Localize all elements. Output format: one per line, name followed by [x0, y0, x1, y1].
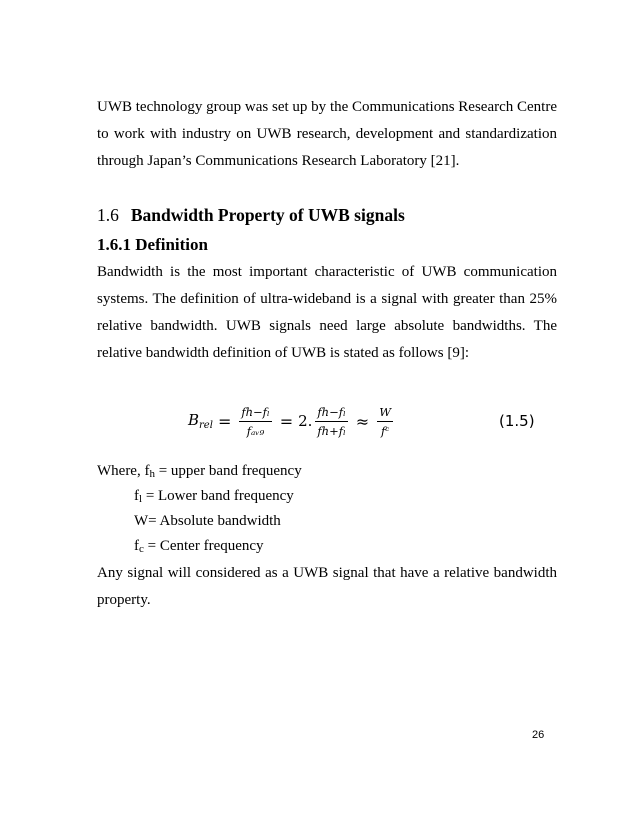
equation-lhs-subscript: rel [199, 420, 213, 431]
definition-fh [97, 460, 302, 485]
equation-number: (1.5) [499, 412, 535, 430]
conclusion-paragraph: Any signal will considered as a UWB signal that have a relative bandwidth property. [97, 565, 557, 608]
intro-paragraph: UWB technology group was set up by the Communications Research Centre to work with industry on UWB research, development and standardization through Japan’s Communications Research Laboratory [21]. [97, 99, 557, 169]
definition-fh-subscript: h [149, 468, 155, 480]
equation-factor: 2. [298, 412, 313, 430]
relative-bandwidth-equation [188, 396, 396, 446]
fraction-1-denominator: fₐᵥ₉ [246, 423, 265, 438]
definition-fl-subscript: l [139, 493, 143, 505]
equation-equals: = [217, 411, 232, 431]
fraction-1-numerator: fℎ−fₗ [239, 405, 271, 422]
equation-lhs [188, 411, 213, 431]
equation-lhs-symbol: B [188, 411, 200, 429]
definition-fl-symbol: f [134, 488, 139, 504]
fraction-2-numerator: fℎ−fₗ [315, 405, 347, 422]
equation-fraction-1 [239, 405, 271, 438]
section-number: 1.6 [97, 205, 119, 225]
definition-fc-text: = Center frequency [143, 538, 264, 554]
page-number: 26 [532, 729, 545, 741]
fraction-3-denominator: fᶜ [380, 423, 390, 438]
definition-where-prefix: Where, f [97, 463, 150, 479]
subsection-heading: 1.6.1 Definition [97, 235, 208, 254]
definition-fl-text: = Lower band frequency [142, 488, 294, 504]
definition-fc-subscript: c [139, 543, 144, 555]
fraction-3-numerator: W [377, 405, 393, 422]
fraction-2-denominator: fℎ+fₗ [317, 423, 346, 438]
equation-fraction-2 [315, 405, 347, 438]
equation-equals-2: = [279, 411, 294, 431]
section-title: Bandwidth Property of UWB signals [130, 205, 405, 225]
definition-fc-symbol: f [134, 538, 139, 554]
definition-fc [134, 535, 264, 560]
section-heading [97, 203, 405, 227]
definition-fh-text: = upper band frequency [154, 463, 302, 479]
definition-fl [134, 485, 294, 510]
definition-w: W= Absolute bandwidth [134, 513, 281, 529]
bandwidth-paragraph: Bandwidth is the most important characteristic of UWB communication systems. The definition of ultra-wideband is a signal with greater than 25% relative bandwidth. UWB signals need large absolute bandwidths. The relative bandwidth definition of UWB is stated as follows [9]: [97, 264, 557, 361]
equation-fraction-3 [377, 405, 393, 438]
equation-approx: ≈ [355, 411, 370, 431]
